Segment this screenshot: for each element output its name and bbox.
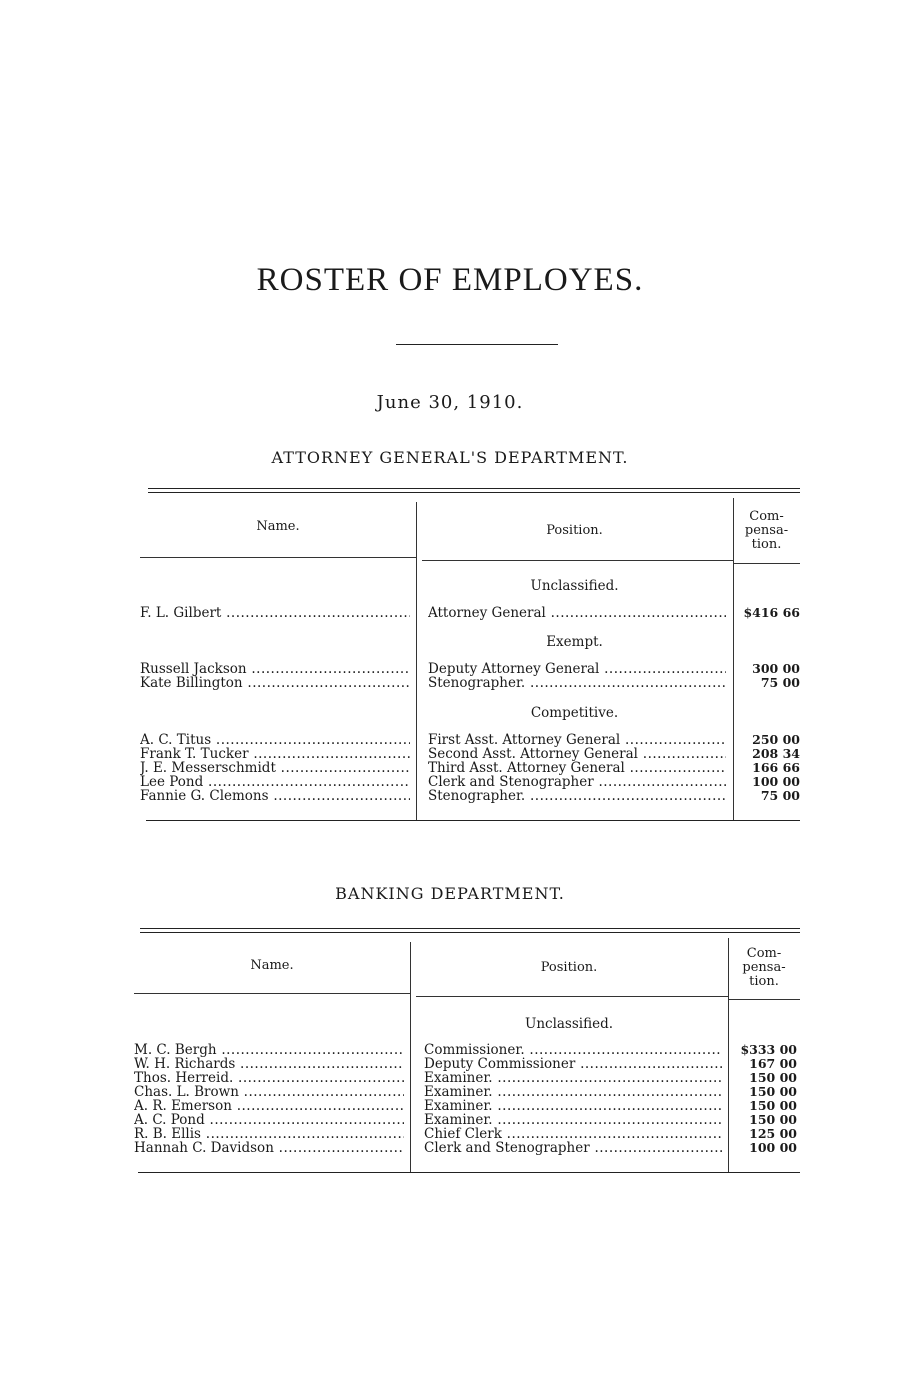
header-position: Position.: [546, 523, 603, 538]
employee-compensation: 150 00: [749, 1112, 797, 1127]
employee-name: R. B. Ellis .....: [134, 1127, 404, 1141]
employee-name: Hannah C. Davidson .....: [134, 1141, 404, 1155]
header-rule: [422, 560, 733, 561]
table-bottom-rule: [138, 1172, 800, 1173]
employee-position: First Asst. Attorney General .....: [428, 733, 726, 747]
employee-name: A. R. Emerson .....: [134, 1099, 404, 1113]
employee-position: Second Asst. Attorney General .....: [428, 747, 726, 761]
employee-position: Clerk and Stenographer .....: [424, 1141, 722, 1155]
table-row: [0, 606, 900, 620]
employee-name: Frank T. Tucker .....: [140, 747, 410, 761]
department-title: BANKING DEPARTMENT.: [335, 884, 565, 903]
employee-compensation: 75 00: [760, 675, 800, 690]
header-compensation-line: Com-: [746, 946, 782, 961]
employee-name: F. L. Gilbert .....: [140, 606, 410, 620]
employee-compensation: 150 00: [749, 1070, 797, 1085]
table-row: [0, 1127, 900, 1141]
table-row: [0, 1085, 900, 1099]
employee-position: Examiner. .....: [424, 1085, 722, 1099]
table-row: [0, 733, 900, 747]
employee-position: Deputy Commissioner .....: [424, 1057, 722, 1071]
table-bottom-rule: [146, 820, 800, 821]
category-label: Competitive.: [530, 705, 619, 721]
employee-position: Stenographer. .....: [428, 789, 726, 803]
employee-position: Attorney General .....: [428, 606, 726, 620]
header-name: Name.: [250, 958, 294, 973]
table-row: [0, 761, 900, 775]
employee-position: Clerk and Stenographer .....: [428, 775, 726, 789]
table-row: [0, 789, 900, 803]
employee-position: Examiner. .....: [424, 1113, 722, 1127]
employee-name: Fannie G. Clemons .....: [140, 789, 410, 803]
header-compensation-line: tion.: [751, 537, 782, 552]
header-compensation: [733, 510, 800, 552]
header-position: Position.: [540, 960, 598, 975]
employee-name: A. C. Titus .....: [140, 733, 410, 747]
employee-compensation: 167 00: [749, 1056, 797, 1071]
table-row: [0, 1099, 900, 1113]
employee-compensation: 166 66: [752, 760, 800, 775]
employee-compensation: 125 00: [749, 1126, 797, 1141]
header-rule: [733, 563, 800, 564]
employee-compensation: 300 00: [752, 661, 800, 676]
header-rule: [134, 993, 410, 994]
header-rule: [140, 557, 416, 558]
employee-compensation: 100 00: [749, 1140, 797, 1155]
employee-position: Commissioner. .....: [424, 1043, 722, 1057]
employee-position: Examiner. .....: [424, 1099, 722, 1113]
employee-name: A. C. Pond .....: [134, 1113, 404, 1127]
table-row: [0, 1071, 900, 1085]
header-compensation: [728, 947, 800, 989]
employee-compensation: $416 66: [743, 605, 800, 620]
table-top-rule: [140, 928, 800, 933]
employee-compensation: 150 00: [749, 1098, 797, 1113]
employee-compensation: 100 00: [752, 774, 800, 789]
employee-position: Deputy Attorney General .....: [428, 662, 726, 676]
employee-position: Third Asst. Attorney General .....: [428, 761, 726, 775]
header-rule: [728, 999, 800, 1000]
category-label: Unclassified.: [530, 578, 619, 594]
table-row: [0, 747, 900, 761]
table-row: [0, 775, 900, 789]
employee-compensation: $333 00: [740, 1042, 797, 1057]
department-title: ATTORNEY GENERAL'S DEPARTMENT.: [271, 448, 629, 467]
table-row: [0, 1043, 900, 1057]
table-row: [0, 1113, 900, 1127]
header-rule: [416, 996, 728, 997]
employee-name: W. H. Richards .....: [134, 1057, 404, 1071]
table-top-rule: [148, 488, 800, 493]
category-label: Exempt.: [546, 634, 603, 650]
employee-position: Stenographer. .....: [428, 676, 726, 690]
header-compensation-line: pensa-: [742, 960, 786, 975]
employee-position: Examiner. .....: [424, 1071, 722, 1085]
employee-name: Russell Jackson .....: [140, 662, 410, 676]
header-compensation-line: tion.: [749, 974, 779, 989]
employee-compensation: 150 00: [749, 1084, 797, 1099]
table-row: [0, 662, 900, 676]
header-compensation-line: pensa-: [744, 523, 789, 538]
employee-name: Kate Billington .....: [140, 676, 410, 690]
table-row: [0, 1057, 900, 1071]
report-date: June 30, 1910.: [376, 392, 524, 413]
employee-name: Lee Pond .....: [140, 775, 410, 789]
employee-compensation: 75 00: [760, 788, 800, 803]
employee-name: Chas. L. Brown .....: [134, 1085, 404, 1099]
category-label: Unclassified.: [524, 1016, 614, 1032]
header-name: Name.: [256, 519, 300, 534]
employee-position: Chief Clerk .....: [424, 1127, 722, 1141]
employee-name: J. E. Messerschmidt .....: [140, 761, 410, 775]
page-title: ROSTER OF EMPLOYES.: [256, 262, 644, 298]
employee-name: Thos. Herreid. .....: [134, 1071, 404, 1085]
employee-compensation: 250 00: [752, 732, 800, 747]
employee-compensation: 208 34: [752, 746, 800, 761]
employee-name: M. C. Bergh .....: [134, 1043, 404, 1057]
header-compensation-line: Com-: [749, 509, 784, 524]
title-divider: [396, 344, 558, 345]
table-row: [0, 1141, 900, 1155]
table-row: [0, 676, 900, 690]
